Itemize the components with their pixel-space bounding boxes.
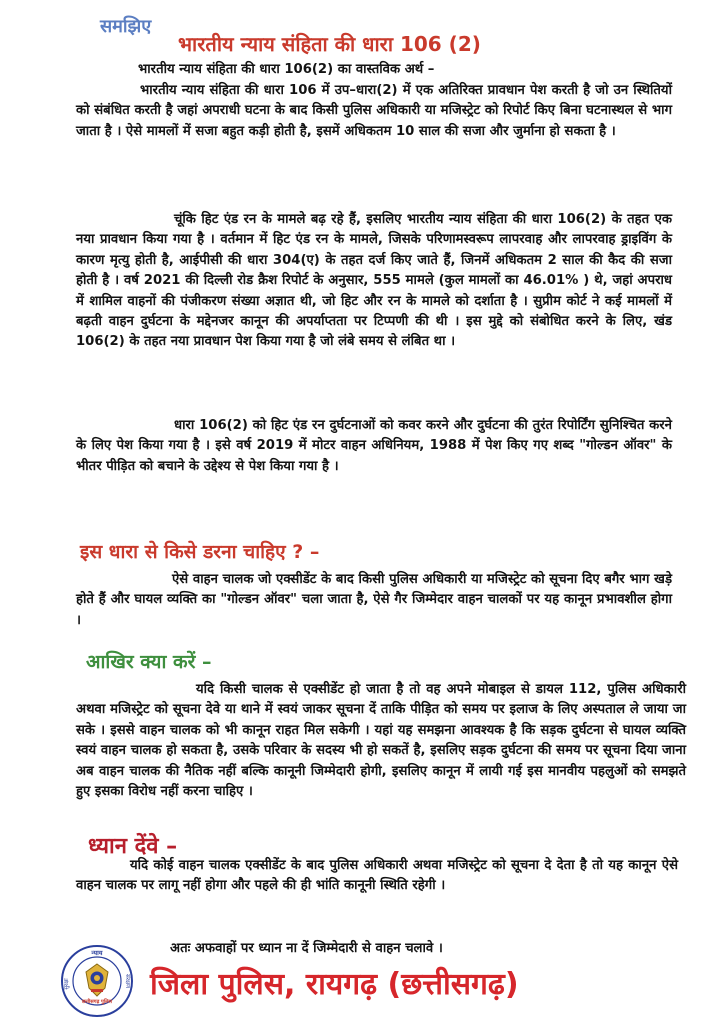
police-logo [60,944,134,1018]
intro-paragraph: भारतीय न्याय संहिता की धारा 106 में उप–धारा(2) में एक अतिरिक्त प्रावधान पेश करती है जो उन स्थितियों को संबंधित करती है जहां अपराधी घटना के बाद किसी पुलिस अधिकारी या मजिस्ट्रेट को रिपोर्ट किए बिना घटनास्थल से भाग जाता है । ऐसे मामलों में सजा बहुत कड़ी होती है, इसमें अधिकतम 10 साल की सजा और जुर्माना हो सकता है । [76,83,672,139]
logo-top-text: न्याय [91,949,103,957]
paragraph-hit-and-run: चूंकि हिट एंड रन के मामले बढ़ रहे हैं, इसलिए भारतीय न्याय संहिता की धारा 106(2) के तहत एक नया प्रावधान किया गया है । वर्तमान में हिट एंड रन के मामले, जिसके परिणामस्वरूप लापरवाह और लापरवाह ड्राइविंग के कारण मृत्यु होती है, आईपीसी की धारा 304(ए) के तहत दर्ज किए जाते हैं, जिनमें अधिकतम 2 साल की कैद की सजा होती है । वर्ष 2021 की दिल्ली रोड क्रैश रिपोर्ट के अनुसार, 555 मामले (कुल मामलों का 46.01% ) थे, जहां अपराध में शामिल वाहनों की पंजीकरण संख्या अज्ञात थी, जो हिट और रन के मामले को दर्शाता है । सुप्रीम कोर्ट ने कई मामलों में बढ़ती वाहन दुर्घटना के मद्देनजर कानून की अपर्याप्तता पर टिप्पणी की थी । इस मुद्दे को संबोधित करने के लिए, खंड 106(2) के तहत नया प्रावधान पेश किया गया है जो लंबे समय से लंबित था । [76,212,672,350]
footer-note: अतः अफवाहों पर ध्यान ना दें जिम्मेदारी से वाहन चलावे । [170,941,443,956]
section-what-to-do-body: यदि किसी चालक से एक्सीडेंट हो जाता है तो वह अपने मोबाइल से डायल 112, पुलिस अधिकारी अथवा मजिस्ट्रेट को सूचना देवे या थाने में स्वयं जाकर सूचना दें ताकि पीड़ित को समय पर इलाज के लिए अस्पताल ले जाया जा सके । इससे वाहन चालक को भी कानून राहत मिल सकेगी । यहां यह समझना आवश्यक है कि सड़क दुर्घटना से घायल व्यक्ति स्वयं वाहन चालक हो सकता है, उसके परिवार के सदस्य भी हो सकतें है, इसलिए सड़क दुर्घटना की समय पर सूचना दिया जाना अब वाहन चालक की नैतिक नहीं बल्कि कानूनी जिम्मेदारी होगी, इसलिए कानून में लायी गई इस मानवीय पहलुओं को समझते हुए इसका विरोध नहीं करना चाहिए । [76,682,686,800]
section-who-should-fear-heading: इस धारा से किसे डरना चाहिए ? – [80,541,320,563]
section-who-should-fear-body: ऐसे वाहन चालक जो एक्सीडेंट के बाद किसी पुलिस अधिकारी या मजिस्ट्रेट को सूचना दिए बगैर भाग खड़े होते हैं और घायल व्यक्ति का "गोल्डन ऑवर" चला जाता है, ऐसे गैर जिम्मेदार वाहन चालकों पर यह कानून प्रभावशील होगा । [76,572,672,628]
section-attention-body: यदि कोई वाहन चालक एक्सीडेंट के बाद पुलिस अधिकारी अथवा मजिस्ट्रेट को सूचना दे देता है तो यह कानून ऐसे वाहन चालक पर लागू नहीं होगा और पहले की ही भांति कानूनी स्थिति रहेगी । [76,858,678,894]
samjhiye-label: समझिए [100,16,152,37]
logo-left-text: सुरक्षा [64,978,70,990]
footer-district-police-title: जिला पुलिस, रायगढ़ (छत्तीसगढ़) [150,967,519,1002]
logo-right-text: संरक्षण [124,974,130,988]
intro-heading-line: भारतीय न्याय संहिता की धारा 106(2) का वास्तविक अर्थ – [138,62,435,77]
logo-bottom-text: छत्तीसगढ़ पुलिस [82,999,112,1005]
paragraph-golden-hour: धारा 106(2) को हिट एंड रन दुर्घटनाओं को कवर करने और दुर्घटना की तुरंत रिपोर्टिंग सुनिश्चित करने के लिए पेश किया गया है । इसे वर्ष 2019 में मोटर वाहन अधिनियम, 1988 में पेश किए गए शब्द "गोल्डन ऑवर" के भीतर पीड़ित को बचाने के उद्देश्य से पेश किया गया है । [76,418,672,474]
page-title: भारतीय न्याय संहिता की धारा 106 (2) [178,32,481,56]
section-what-to-do-heading: आखिर क्या करें – [86,651,212,673]
section-attention-heading: ध्यान देंवे – [88,834,178,859]
